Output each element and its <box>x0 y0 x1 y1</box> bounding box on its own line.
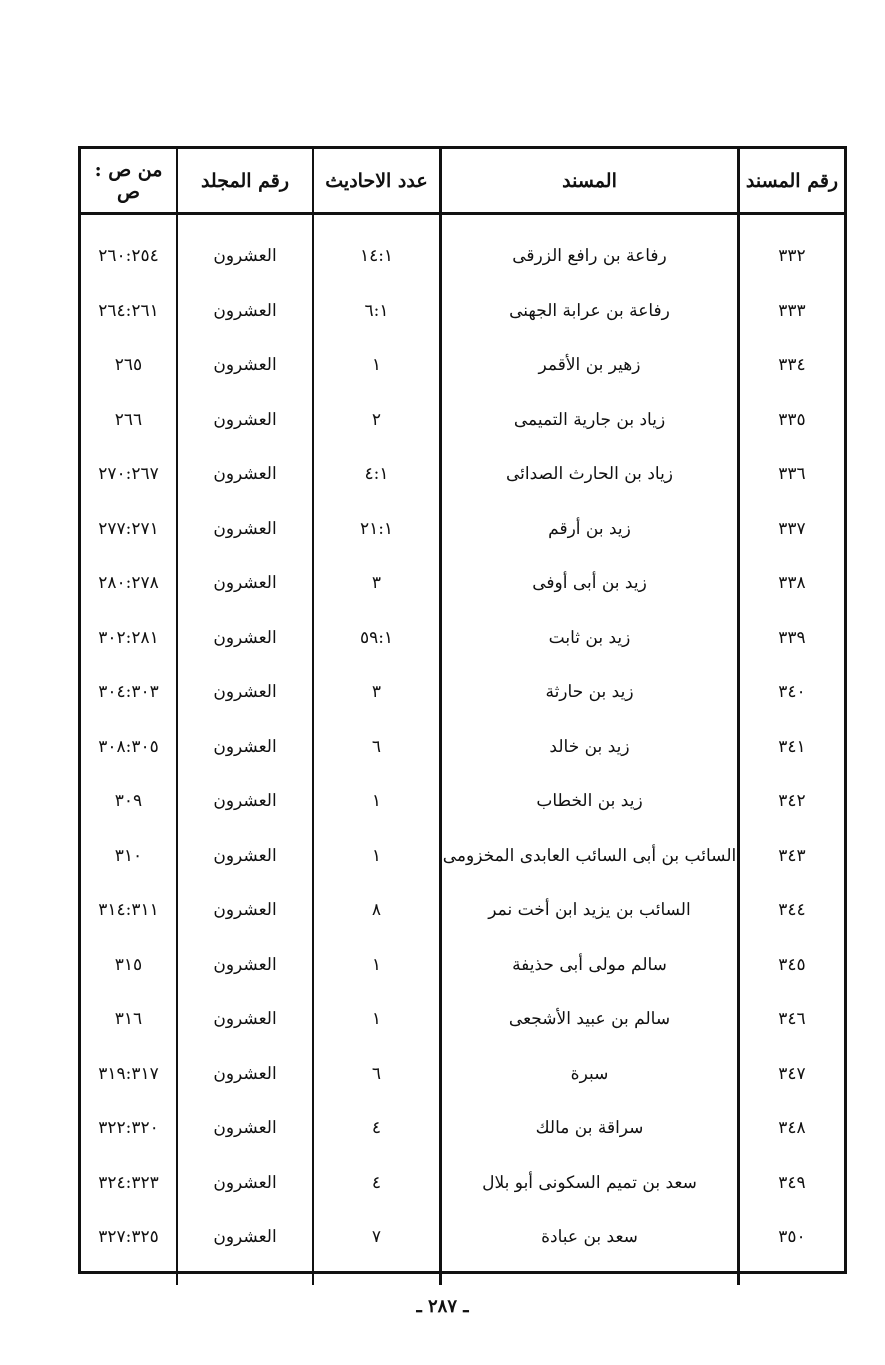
cell-musnad-name: رفاعة بن عرابة الجهنى <box>441 284 739 339</box>
cell-musnad-number: ٣٤٩ <box>739 1156 845 1211</box>
cell-musnad-name: سعد بن عبادة <box>441 1210 739 1265</box>
cell-hadith-count: ١ <box>313 992 441 1047</box>
cell-volume-number: العشرون <box>177 611 313 666</box>
cell-musnad-number: ٣٥٠ <box>739 1210 845 1265</box>
cell-volume-number: العشرون <box>177 447 313 502</box>
header-row <box>81 149 844 214</box>
cell-volume-number: العشرون <box>177 284 313 339</box>
cell-pages: ٣١٤:٣١١ <box>98 900 159 921</box>
cell-hadith-count: ١ <box>313 938 441 993</box>
cell-volume-number: العشرون <box>177 556 313 611</box>
cell-musnad-number: ٣٣٣ <box>739 284 845 339</box>
cell-volume-number: العشرون <box>177 883 313 938</box>
cell-pages: ٢٦٥ <box>114 355 143 376</box>
cell-musnad-name: زهير بن الأقمر <box>441 338 739 393</box>
cell-pages: ٣١٥ <box>114 954 143 975</box>
cell-musnad-name: زيد بن أبى أوفى <box>441 556 739 611</box>
cell-musnad-number: ٣٣٩ <box>739 611 845 666</box>
cell-musnad-number: ٣٣٦ <box>739 447 845 502</box>
cell-musnad-number: ٣٣٢ <box>739 229 845 284</box>
index-table-frame <box>78 146 847 1274</box>
cell-musnad-number: ٣٤٠ <box>739 665 845 720</box>
table-row <box>81 883 844 938</box>
table-row <box>81 393 844 448</box>
cell-hadith-count: ٦ <box>313 720 441 775</box>
page-number: ـ ٢٨٧ ـ <box>416 1296 469 1317</box>
table-row <box>81 992 844 1047</box>
table-row <box>81 774 844 829</box>
cell-hadith-count: ٤ <box>313 1156 441 1211</box>
cell-musnad-name: سالم بن عبيد الأشجعى <box>441 992 739 1047</box>
cell-musnad-name: سبرة <box>441 1047 739 1102</box>
cell-hadith-count: ٢١:١ <box>313 502 441 557</box>
header-pages: من ص : ص <box>81 149 177 214</box>
cell-hadith-count: ١ <box>313 774 441 829</box>
table-row <box>81 447 844 502</box>
cell-hadith-count: ٦ <box>313 1047 441 1102</box>
cell-pages: ٣٠٢:٢٨١ <box>98 627 159 648</box>
cell-pages: ٢٧٧:٢٧١ <box>98 518 159 539</box>
table-body <box>81 214 844 1285</box>
table-row <box>81 938 844 993</box>
cell-musnad-number: ٣٣٥ <box>739 393 845 448</box>
cell-hadith-count: ٤ <box>313 1101 441 1156</box>
cell-volume-number: العشرون <box>177 1210 313 1265</box>
cell-volume-number: العشرون <box>177 938 313 993</box>
cell-musnad-name: السائب بن يزيد ابن أخت نمر <box>441 883 739 938</box>
cell-pages: ٢٧٠:٢٦٧ <box>98 464 159 485</box>
cell-pages: ٣٠٩ <box>114 791 143 812</box>
cell-volume-number: العشرون <box>177 720 313 775</box>
cell-musnad-number: ٣٤٥ <box>739 938 845 993</box>
cell-musnad-number: ٣٤٣ <box>739 829 845 884</box>
table-row <box>81 556 844 611</box>
cell-musnad-name: سراقة بن مالك <box>441 1101 739 1156</box>
cell-pages: ٣٢٢:٣٢٠ <box>98 1118 159 1139</box>
table-row <box>81 1101 844 1156</box>
cell-musnad-number: ٣٤٨ <box>739 1101 845 1156</box>
cell-musnad-name: السائب بن أبى السائب العابدى المخزومى <box>441 829 739 884</box>
cell-musnad-name: زيد بن الخطاب <box>441 774 739 829</box>
table-row <box>81 229 844 284</box>
cell-hadith-count: ١ <box>313 829 441 884</box>
cell-musnad-number: ٣٣٧ <box>739 502 845 557</box>
cell-pages: ٢٦٠:٢٥٤ <box>98 246 159 267</box>
table-row <box>81 1047 844 1102</box>
cell-volume-number: العشرون <box>177 992 313 1047</box>
cell-musnad-name: زياد بن جارية التميمى <box>441 393 739 448</box>
cell-volume-number: العشرون <box>177 1156 313 1211</box>
header-volume-number: رقم المجلد <box>177 149 313 214</box>
cell-pages: ٣٢٧:٣٢٥ <box>98 1227 159 1248</box>
table-row <box>81 502 844 557</box>
cell-musnad-number: ٣٤١ <box>739 720 845 775</box>
cell-musnad-name: زيد بن أرقم <box>441 502 739 557</box>
table-row <box>81 829 844 884</box>
table-row <box>81 1156 844 1211</box>
table-row <box>81 338 844 393</box>
header-hadith-count: عدد الاحاديث <box>313 149 441 214</box>
cell-musnad-number: ٣٣٤ <box>739 338 845 393</box>
cell-musnad-name: زيد بن ثابت <box>441 611 739 666</box>
cell-pages: ٣١٩:٣١٧ <box>98 1063 159 1084</box>
cell-hadith-count: ٤:١ <box>313 447 441 502</box>
header-musnad-number: رقم المسند <box>739 149 845 214</box>
cell-volume-number: العشرون <box>177 502 313 557</box>
cell-musnad-name: سعد بن تميم السكونى أبو بلال <box>441 1156 739 1211</box>
cell-pages: ٢٦٤:٢٦١ <box>98 300 159 321</box>
cell-hadith-count: ٦:١ <box>313 284 441 339</box>
table-row <box>81 1210 844 1265</box>
cell-hadith-count: ١ <box>313 338 441 393</box>
table-row <box>81 611 844 666</box>
cell-volume-number: العشرون <box>177 393 313 448</box>
cell-hadith-count: ٥٩:١ <box>313 611 441 666</box>
table-row <box>81 720 844 775</box>
cell-pages: ٣٢٤:٣٢٣ <box>98 1172 159 1193</box>
spacer-row <box>81 214 844 230</box>
cell-hadith-count: ٢ <box>313 393 441 448</box>
cell-volume-number: العشرون <box>177 665 313 720</box>
cell-volume-number: العشرون <box>177 1047 313 1102</box>
cell-pages: ٣١٦ <box>114 1009 143 1030</box>
cell-volume-number: العشرون <box>177 338 313 393</box>
cell-musnad-name: رفاعة بن رافع الزرقى <box>441 229 739 284</box>
cell-hadith-count: ٨ <box>313 883 441 938</box>
cell-hadith-count: ١٤:١ <box>313 229 441 284</box>
cell-pages: ٢٨٠:٢٧٨ <box>98 573 159 594</box>
cell-volume-number: العشرون <box>177 829 313 884</box>
table-row <box>81 665 844 720</box>
cell-pages: ٣٠٨:٣٠٥ <box>98 736 159 757</box>
cell-musnad-number: ٣٤٢ <box>739 774 845 829</box>
cell-volume-number: العشرون <box>177 774 313 829</box>
cell-musnad-number: ٣٣٨ <box>739 556 845 611</box>
cell-volume-number: العشرون <box>177 229 313 284</box>
filler-row <box>81 1265 844 1285</box>
cell-pages: ٢٦٦ <box>114 409 143 430</box>
cell-musnad-number: ٣٤٧ <box>739 1047 845 1102</box>
cell-pages: ٣١٠ <box>114 845 143 866</box>
cell-musnad-name: زيد بن خالد <box>441 720 739 775</box>
cell-hadith-count: ٧ <box>313 1210 441 1265</box>
cell-musnad-number: ٣٤٤ <box>739 883 845 938</box>
cell-hadith-count: ٣ <box>313 556 441 611</box>
cell-musnad-number: ٣٤٦ <box>739 992 845 1047</box>
table-row <box>81 284 844 339</box>
cell-musnad-name: سالم مولى أبى حذيفة <box>441 938 739 993</box>
cell-volume-number: العشرون <box>177 1101 313 1156</box>
cell-pages: ٣٠٤:٣٠٣ <box>98 682 159 703</box>
header-musnad: المسند <box>441 149 739 214</box>
cell-musnad-name: زيد بن حارثة <box>441 665 739 720</box>
cell-musnad-name: زياد بن الحارث الصدائى <box>441 447 739 502</box>
musnad-index-table <box>81 149 844 1285</box>
cell-hadith-count: ٣ <box>313 665 441 720</box>
